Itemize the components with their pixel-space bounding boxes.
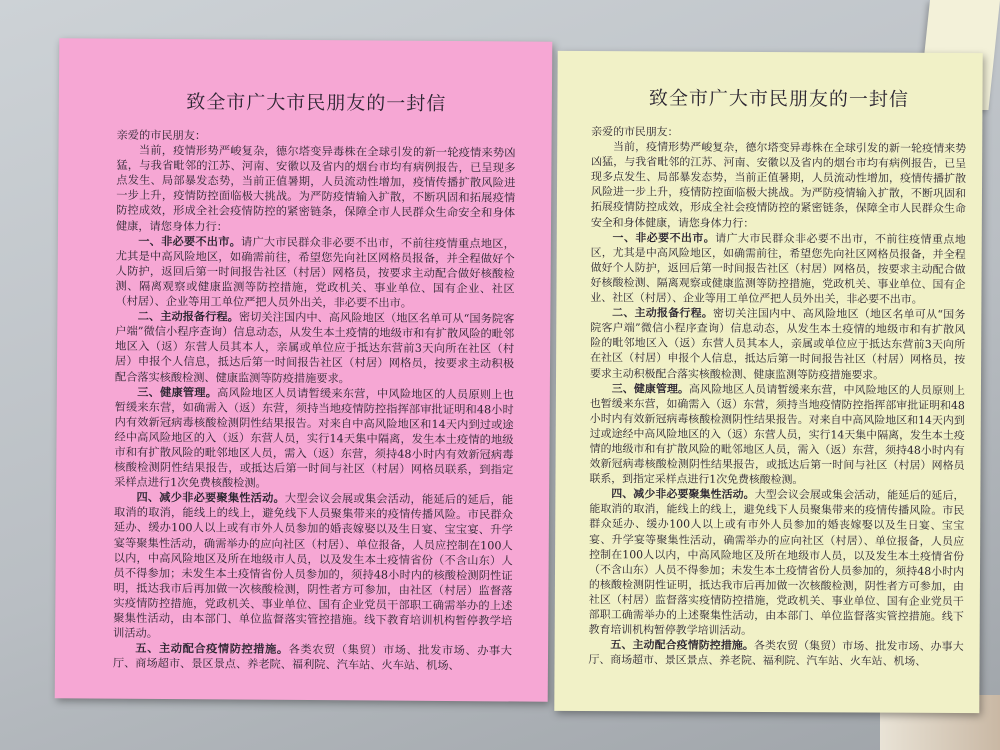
- section-1: [115, 233, 515, 311]
- section-1-heading: 一、非必要不出市。: [612, 230, 716, 245]
- section-5-body: 各类农贸（集贸）市场、批发市场、办事大厅、商场超市、景区景点、养老院、福利院、汽车站、火车站、机场、: [588, 639, 964, 669]
- section-3-heading: 三、健康管理。: [611, 381, 690, 396]
- section-2: [590, 305, 965, 382]
- section-3-body: 高风险地区人员请暂缓来东营，中风险地区的人员原则上也暂缓来东营，如确需入（返）东营，须持当地疫情防控指挥部审批证明和48小时内有效新冠病毒核酸检测阴性结果报告。对来自中高风险地区和14天内到过或途经中高风险地区的入（返）东营人员，实行14天集中隔离，发生本土疫情的地级市和有扩散风险的毗邻地区人员，需入（返）东营，须持48小时内有效新冠病毒核酸检测阴性结果报告，或抵达后第一时间与社区（村居）网格员联系，到指定采样点进行1次免费核酸检测。: [589, 382, 965, 487]
- section-4-heading: 四、减少非必要聚集性活动。: [611, 487, 755, 502]
- section-4-heading: 四、减少非必要聚集性活动。: [136, 490, 285, 506]
- section-2-heading: 二、主动报备行程。: [137, 308, 239, 324]
- section-2-heading: 二、主动报备行程。: [612, 306, 714, 320]
- intro-paragraph: 当前，疫情形势严峻复杂，德尔塔变异毒株在全球引发的新一轮疫情来势凶猛，与我省毗邻的江苏、河南、安徽以及省内的烟台市均有病例报告，已呈现多点发生、局部暴发态势，当前正值暑期，人员流动性增加，疫情传播扩散风险进一步上升，疫情防控面临极大挑战。为严防疫情输入扩散，不断巩固和拓展疫情防控成效，形成全社会疫情防控的紧密链条，保障全市人民群众生命安全和身体健康，请您身体力行：: [590, 140, 967, 230]
- salutation: 亲爱的市民朋友：: [116, 128, 207, 143]
- salutation: 亲爱的市民朋友：: [591, 125, 679, 139]
- section-2-body: 密切关注国内中、高风险地区（地区名单可从“国务院客户端”微信小程序查询）信息动态，从发生本土疫情的地级市和有扩散风险的毗邻地区入（返）东营人员其本人，亲属或单位应于抵达东营前3天向所在社区（村居）申报个人信息，抵达后第一时间报告社区（村居）网格员，按要求主动积极配合落实核酸检测、健康监测等防疫措施要求。: [590, 306, 966, 382]
- section-2: [115, 309, 515, 387]
- section-5-body: 各类农贸（集贸）市场、批发市场、办事大厅、商场超市、景区景点、养老院、福利院、汽车站、火车站、机场、: [112, 643, 513, 673]
- section-1-body: 请广大市民群众非必要不出市，不前往疫情重点地区，尤其是中高风险地区，如确需前往，希望您先向社区网格员报备，并全程做好个人防护，返回后第一时间报告社区（村居）网格员，按要求主动配合做好核酸检测、隔离观察或健康监测等防控措施，党政机关、事业单位、国有企业、社区（村居）、企业等用工单位严把人员外出关，非必要不出市。: [590, 231, 966, 306]
- section-1-body: 请广大市民群众非必要不出市，不前往疫情重点地区，尤其是中高风险地区，如确需前往，希望您先向社区网格员报备，并全程做好个人防护，返回后第一时间报告社区（村居）网格员，按要求主动配合做好核酸检测、隔离观察或健康监测等防控措施，党政机关、事业单位、国有企业、社区（村居）、企业等用工单位严把人员外出关，非必要不出市。: [115, 235, 515, 310]
- section-4: [589, 486, 965, 639]
- section-3-body: 高风险地区人员请暂缓来东营，中风险地区的人员原则上也暂缓来东营，如确需入（返）东营，须持当地疫情防控指挥部审批证明和48小时内有效新冠病毒核酸检测阴性结果报告。对来自中高风险地区和14天内到过或途经中高风险地区的入（返）东营人员，实行14天集中隔离，发生本土疫情的地级市和有扩散风险的毗邻地区人员，需入（返）东营，须持48小时内有效新冠病毒核酸检测阴性结果报告，或抵达后第一时间与社区（村居）网格员联系，到指定采样点进行1次免费核酸检测。: [114, 385, 514, 490]
- notice-sheet-pink: [55, 38, 553, 701]
- section-3: [114, 384, 514, 492]
- section-3: [589, 381, 965, 489]
- notice-title: 致全市广大市民朋友的一封信: [648, 87, 910, 111]
- section-4-body: 大型会议会展或集会活动，能延后的延后，能取消的取消，能线上的线上，避免线下人员聚集带来的疫情传播风险。市民群众延办、缓办100人以上或有市外人员参加的婚丧嫁娶以及生日宴、宝宝宴、升学宴等聚集性活动，确需举办的应向社区（村居）、单位报备，人员应控制在100人以内，中高风险地区及所在地级市人员，以及发生本土疫情省份（不含山东）人员不得参加；未发生本土疫情省份人员参加的，须持48小时内的核酸检测阴性证明，抵达我市后再加做一次核酸检测，阴性者方可参加，由社区（村居）监督落实疫情防控措施，党政机关、事业单位、国有企业党员干部职工确需举办的上述聚集性活动，由本部门、单位监督落实管控措施。线下教育培训机构暂停教学培训活动。: [588, 488, 965, 638]
- section-4-body: 大型会议会展或集会活动，能延后的延后，能取消的取消，能线上的线上，避免线下人员聚集带来的疫情传播风险。市民群众延办、缓办100人以上或有市外人员参加的婚丧嫁娶以及生日宴、宝宝宴、升学宴等聚集性活动，确需举办的应向社区（村居）、单位报备，人员应控制在100人以内，中高风险地区及所在地级市人员，以及发生本土疫情省份（不含山东）人员不得参加；未发生本土疫情省份人员参加的，须持48小时内的核酸检测阴性证明，抵达我市后再加做一次核酸检测，阴性者方可参加，由社区（村居）监督落实疫情防控措施，党政机关、事业单位、国有企业党员干部职工确需举办的上述聚集性活动，由本部门、单位监督落实管控措施。线下教育培训机构暂停教学培训活动。: [113, 492, 514, 641]
- section-5-heading: 五、主动配合疫情防控措施。: [135, 641, 289, 657]
- notice-sheet-yellow: [554, 51, 982, 713]
- section-5: [589, 637, 964, 669]
- section-4: [113, 490, 513, 644]
- intro-paragraph: 当前，疫情形势严峻复杂，德尔塔变异毒株在全球引发的新一轮疫情来势凶猛，与我省毗邻的江苏、河南、安徽以及省内的烟台市均有病例报告，已呈现多点发生、局部暴发态势，当前正值暑期，人员流动性增加，疫情传播扩散风险进一步上升，疫情防控面临极大挑战。为严防疫情输入扩散，不断巩固和拓展疫情防控成效，形成全社会疫情防控的紧密链条，保障全市人民群众生命安全和身体健康，请您身体力行：: [115, 143, 516, 234]
- section-3-heading: 三、健康管理。: [137, 384, 218, 399]
- notice-title: 致全市广大市民朋友的一封信: [186, 91, 447, 115]
- section-5-heading: 五、主动配合疫情防控措施。: [610, 638, 754, 653]
- section-5: [113, 641, 512, 674]
- section-2-body: 密切关注国内中、高风险地区（地区名单可从“国务院客户端”微信小程序查询）信息动态，从发生本土疫情的地级市和有扩散风险的毗邻地区入（返）东营人员其本人，亲属或单位应于抵达东营前3天向所在社区（村居）申报个人信息，抵达后第一时间报告社区（村居）网格员，按要求主动积极配合落实核酸检测、健康监测等防疫措施要求。: [114, 310, 515, 385]
- section-1-heading: 一、非必要不出市。: [138, 233, 242, 249]
- section-1: [590, 230, 965, 307]
